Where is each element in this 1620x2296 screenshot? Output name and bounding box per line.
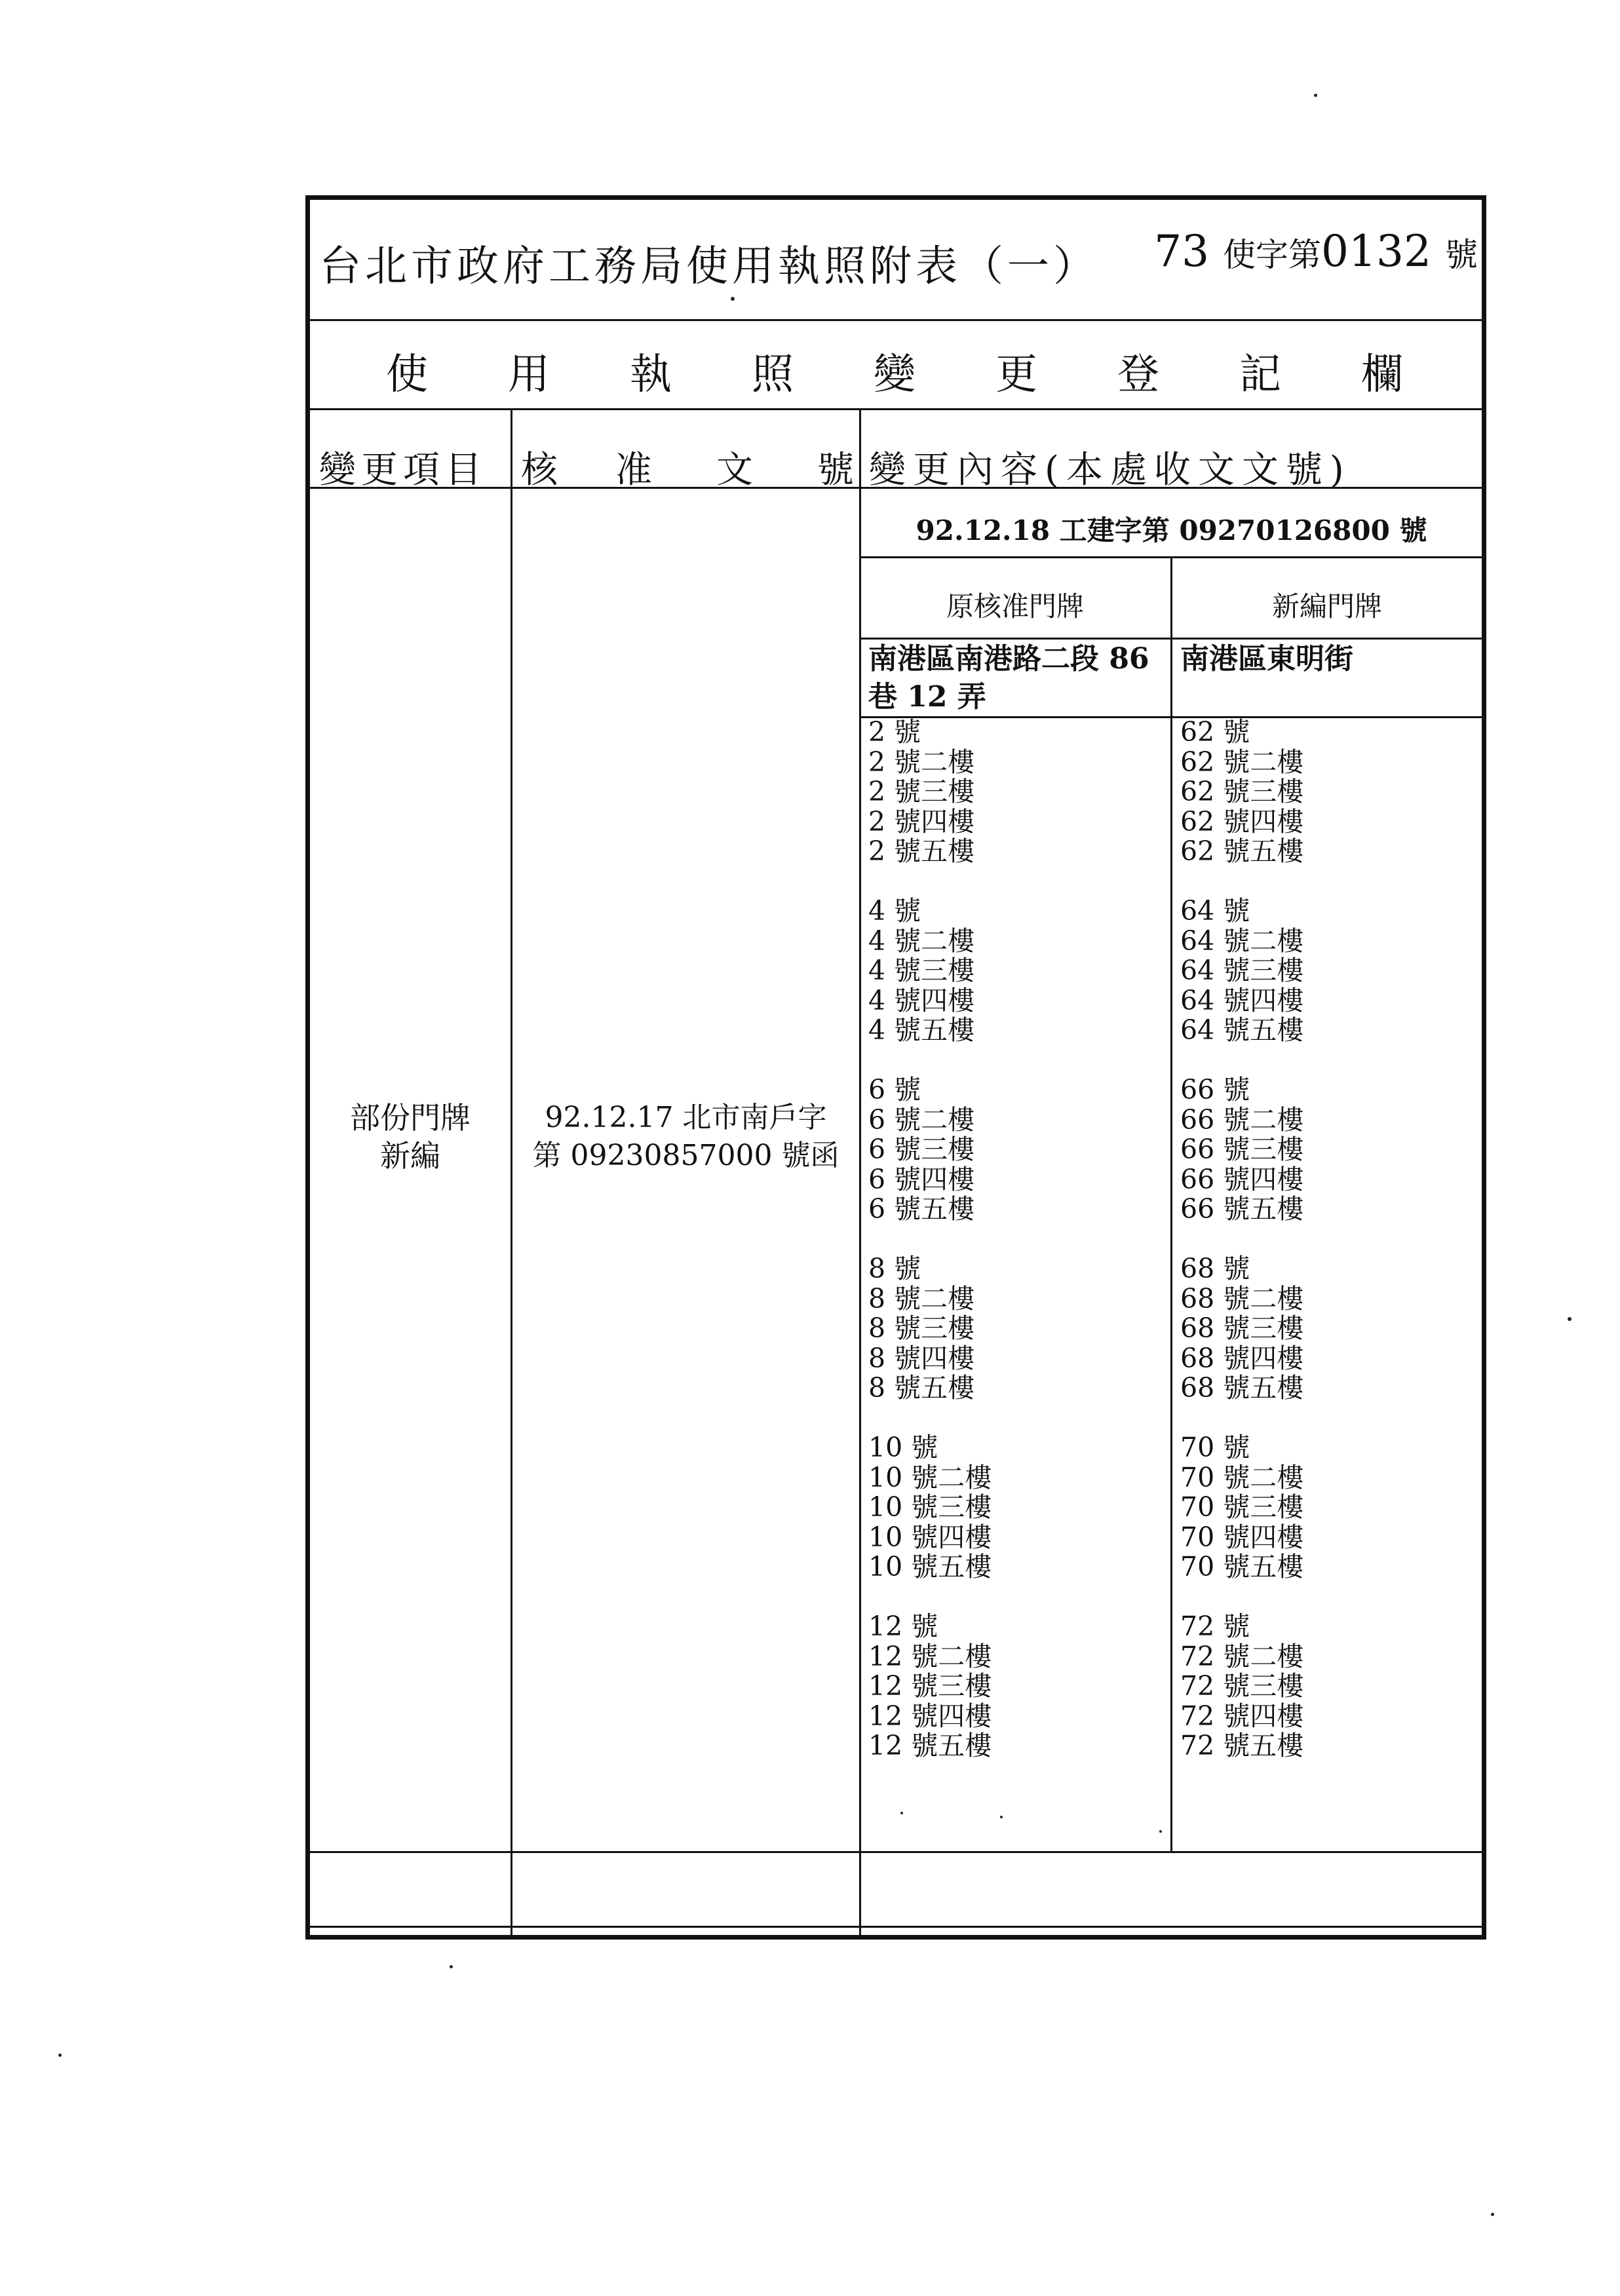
- address-entry: 70 號五樓: [1180, 1551, 1304, 1582]
- original-address-header: 原核准門牌: [946, 590, 1084, 622]
- address-entry: 62 號三樓: [1180, 776, 1304, 807]
- banner-char: 變: [874, 351, 916, 399]
- scan-speck: [450, 1965, 453, 1968]
- address-gap: [1180, 1582, 1303, 1613]
- original-address-list: [868, 718, 992, 1761]
- address-entry: 4 號二樓: [868, 925, 975, 957]
- address-entry: 68 號五樓: [1180, 1372, 1304, 1404]
- scan-speck: [1314, 94, 1317, 97]
- address-gap: [1180, 1046, 1303, 1076]
- address-entry: 8 號四樓: [868, 1342, 975, 1374]
- row-divider: [310, 1851, 1482, 1853]
- original-street: [868, 640, 1149, 716]
- approval-doc-cell: [512, 1099, 859, 1175]
- banner-char: 記: [1239, 351, 1281, 399]
- change-item-cell: [310, 1099, 511, 1175]
- address-entry: 8 號五樓: [868, 1372, 975, 1404]
- banner-char: 使: [386, 351, 428, 399]
- new-address-list: [1180, 718, 1303, 1761]
- address-entry: 72 號三樓: [1180, 1670, 1304, 1702]
- new-street: 南港區東明街: [1180, 642, 1353, 676]
- address-gap: [868, 1404, 992, 1434]
- content-doc-number: 92.12.18 工建字第 09270126800 號: [916, 514, 1427, 546]
- change-item-text: 新編: [380, 1138, 440, 1174]
- address-entry: 2 號四樓: [868, 805, 975, 837]
- address-entry: 64 號三樓: [1180, 955, 1304, 986]
- address-entry: 62 號五樓: [1180, 835, 1304, 867]
- license-number-mid: 使字第: [1223, 236, 1322, 274]
- address-gap: [1180, 1404, 1303, 1434]
- document-title: 台北市政府工務局使用執照附表（一）: [319, 242, 1099, 291]
- address-entry: 6 號五樓: [868, 1193, 975, 1225]
- row-divider: [310, 487, 1482, 489]
- address-entry: 4 號三樓: [868, 955, 975, 986]
- address-entry: 70 號四樓: [1180, 1521, 1304, 1553]
- address-entry: 72 號二樓: [1180, 1640, 1304, 1672]
- address-entry: 64 號五樓: [1180, 1014, 1304, 1046]
- license-attachment-table: [305, 195, 1486, 1940]
- license-number: [1154, 226, 1478, 277]
- address-entry: 66 號: [1180, 1074, 1250, 1105]
- address-gap: [868, 1582, 992, 1613]
- address-gap: [868, 1046, 992, 1076]
- address-entry: 4 號五樓: [868, 1014, 975, 1046]
- address-entry: 4 號四樓: [868, 984, 975, 1016]
- address-entry: 6 號二樓: [868, 1103, 975, 1136]
- address-entry: 68 號四樓: [1180, 1342, 1304, 1374]
- address-entry: 62 號: [1180, 716, 1250, 748]
- address-entry: 6 號三樓: [868, 1134, 975, 1165]
- approval-doc-text: 第 09230857000 號函: [532, 1139, 839, 1172]
- address-entry: 70 號三樓: [1180, 1491, 1304, 1523]
- column-header-change-item: 變更項目: [319, 449, 487, 491]
- address-entry: 2 號二樓: [868, 746, 975, 778]
- banner-char: 欄: [1361, 351, 1403, 399]
- address-entry: 10 號二樓: [868, 1461, 992, 1493]
- address-entry: 64 號四樓: [1180, 984, 1304, 1016]
- title-row: [319, 226, 1482, 298]
- address-gap: [868, 1225, 992, 1255]
- address-entry: 64 號: [1180, 895, 1250, 927]
- address-entry: 6 號四樓: [868, 1163, 975, 1195]
- original-street-text: 南港區南港路二段 86: [868, 642, 1149, 676]
- column-header-change-content: 變更內容(本處收文文號): [869, 449, 1351, 491]
- address-entry: 66 號二樓: [1180, 1103, 1304, 1136]
- row-divider: [310, 1926, 1482, 1928]
- change-item-text: 部份門牌: [350, 1100, 471, 1136]
- license-number-value: 0132: [1321, 226, 1432, 277]
- address-gap: [1180, 867, 1303, 897]
- address-entry: 2 號: [868, 716, 921, 748]
- address-entry: 12 號: [868, 1611, 938, 1642]
- address-entry: 70 號二樓: [1180, 1461, 1304, 1493]
- address-entry: 68 號二樓: [1180, 1282, 1304, 1314]
- approval-doc-text: 92.12.17 北市南戶字: [545, 1101, 827, 1134]
- address-entry: 2 號五樓: [868, 835, 975, 867]
- address-entry: 12 號二樓: [868, 1640, 992, 1672]
- address-gap: [1180, 1225, 1303, 1255]
- address-entry: 72 號五樓: [1180, 1730, 1304, 1761]
- address-entry: 10 號五樓: [868, 1551, 992, 1582]
- address-entry: 72 號: [1180, 1611, 1250, 1642]
- row-divider: [310, 408, 1482, 410]
- column-header-approval-char: 文: [716, 449, 753, 491]
- address-entry: 12 號三樓: [868, 1670, 992, 1702]
- scan-speck: [1000, 1816, 1003, 1818]
- license-number-suffix: 號: [1445, 236, 1478, 274]
- column-header-approval-char: 核: [521, 449, 558, 491]
- address-entry: 66 號四樓: [1180, 1163, 1304, 1195]
- banner-char: 登: [1117, 351, 1159, 399]
- banner-char: 更: [995, 351, 1037, 399]
- address-entry: 12 號四樓: [868, 1700, 992, 1732]
- address-entry: 70 號: [1180, 1432, 1250, 1463]
- banner-char: 執: [630, 351, 672, 399]
- address-entry: 62 號四樓: [1180, 805, 1304, 837]
- scan-speck: [1568, 1317, 1572, 1321]
- address-entry: 66 號五樓: [1180, 1193, 1304, 1225]
- address-entry: 10 號四樓: [868, 1521, 992, 1553]
- address-entry: 10 號三樓: [868, 1491, 992, 1523]
- address-entry: 64 號二樓: [1180, 925, 1304, 957]
- address-gap: [868, 867, 992, 897]
- address-entry: 4 號: [868, 895, 921, 927]
- address-entry: 72 號四樓: [1180, 1700, 1304, 1732]
- address-entry: 66 號三樓: [1180, 1134, 1304, 1165]
- column-divider: [1170, 556, 1172, 1851]
- license-number-prefix: 73: [1154, 226, 1210, 277]
- address-entry: 8 號二樓: [868, 1282, 975, 1314]
- address-entry: 6 號: [868, 1074, 921, 1105]
- scan-speck: [1491, 2213, 1494, 2216]
- address-entry: 2 號三樓: [868, 776, 975, 807]
- scan-speck: [58, 2054, 62, 2057]
- address-entry: 68 號三樓: [1180, 1312, 1304, 1344]
- banner-char: 用: [508, 351, 550, 399]
- address-entry: 68 號: [1180, 1253, 1250, 1284]
- banner-char: 照: [752, 351, 794, 399]
- original-street-text: 巷 12 弄: [868, 680, 986, 714]
- address-entry: 8 號: [868, 1253, 921, 1284]
- address-entry: 10 號: [868, 1432, 938, 1463]
- address-entry: 12 號五樓: [868, 1730, 992, 1761]
- column-header-approval-char: 准: [615, 449, 652, 491]
- new-address-header: 新編門牌: [1271, 590, 1382, 622]
- address-entry: 8 號三樓: [868, 1312, 975, 1344]
- row-divider: [310, 319, 1482, 321]
- address-entry: 62 號二樓: [1180, 746, 1304, 778]
- column-header-approval-char: 號: [817, 449, 854, 491]
